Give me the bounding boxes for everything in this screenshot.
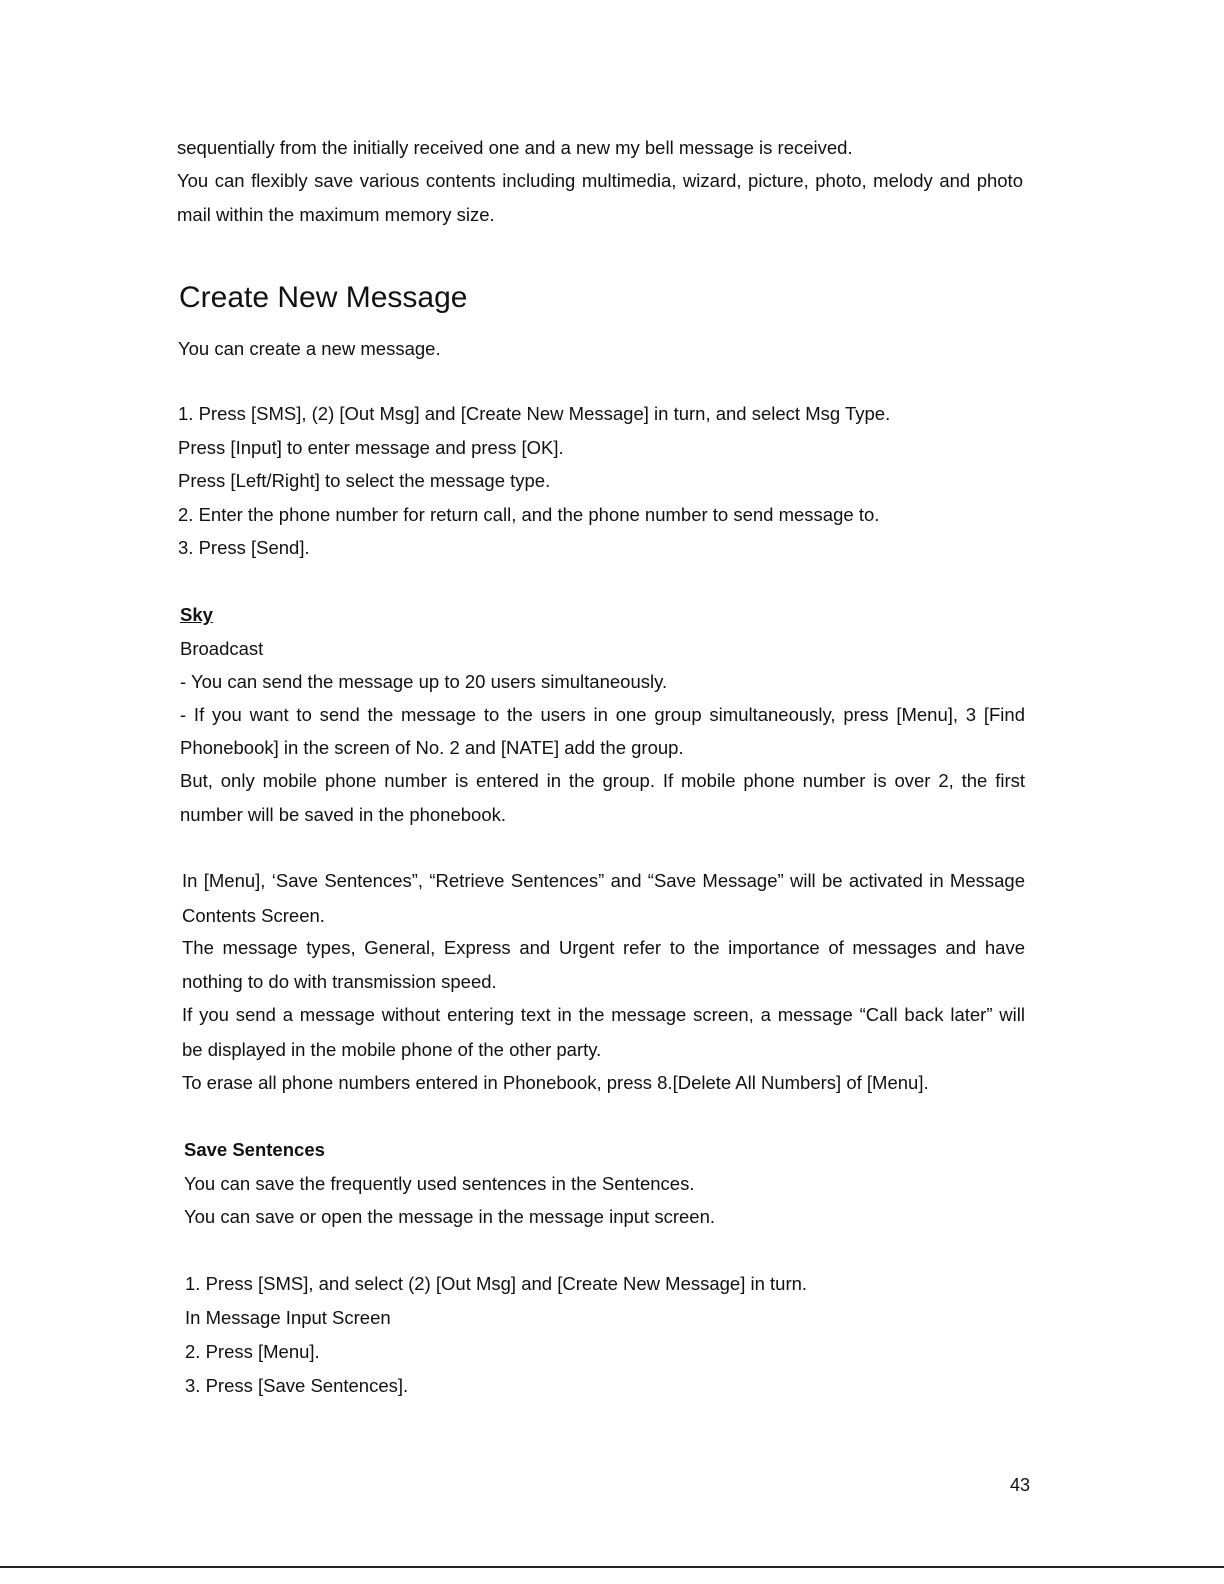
step-line: 2. Enter the phone number for return call, and the phone number to send message to. — [178, 504, 880, 525]
intro-line-3: mail within the maximum memory size. — [177, 204, 495, 225]
notes-line: The message types, General, Express and Urgent refer to the importance of messages and have — [182, 937, 1025, 958]
save-sentences-step: 3. Press [Save Sentences]. — [185, 1375, 409, 1396]
page-number: 43 — [1010, 1475, 1031, 1495]
notes-line: nothing to do with transmission speed. — [182, 971, 497, 992]
notes-line: be displayed in the mobile phone of the other party. — [182, 1039, 602, 1060]
sky-line: Phonebook] in the screen of No. 2 and [NATE] add the group. — [180, 737, 684, 758]
step-line: 1. Press [SMS], (2) [Out Msg] and [Create New Message] in turn, and select Msg Type. — [178, 403, 891, 424]
step-line: 3. Press [Send]. — [178, 537, 310, 558]
notes-line: To erase all phone numbers entered in Phonebook, press 8.[Delete All Numbers] of [Menu]. — [182, 1072, 929, 1093]
sky-line: - You can send the message up to 20 users simultaneously. — [180, 671, 668, 692]
sky-line: - If you want to send the message to the users in one group simultaneously, press [Menu], 3 [Find — [180, 704, 1025, 725]
notes-line: In [Menu], ‘Save Sentences”, “Retrieve Sentences” and “Save Message” will be activated in Message — [182, 870, 1025, 891]
intro-line-2: You can flexibly save various contents including multimedia, wizard, picture, photo, melody and photo — [177, 170, 1023, 191]
save-sentences-line: You can save the frequently used sentences in the Sentences. — [184, 1173, 695, 1194]
intro-line-1: sequentially from the initially received one and a new my bell message is received. — [177, 137, 853, 158]
save-sentences-line: You can save or open the message in the message input screen. — [184, 1206, 716, 1227]
section-heading: Create New Message — [179, 281, 468, 314]
section-description: You can create a new message. — [178, 338, 441, 359]
step-line: Press [Input] to enter message and press [OK]. — [178, 437, 564, 458]
save-sentences-step: 1. Press [SMS], and select (2) [Out Msg] and [Create New Message] in turn. — [185, 1273, 808, 1294]
page-bottom-edge — [0, 1566, 1224, 1568]
sky-subheading: Sky — [180, 604, 213, 625]
notes-line: If you send a message without entering text in the message screen, a message “Call back later” will — [182, 1004, 1025, 1025]
sky-line: But, only mobile phone number is entered in the group. If mobile phone number is over 2, the first — [180, 770, 1025, 791]
save-sentences-subheading: Save Sentences — [184, 1139, 325, 1160]
sky-line: Broadcast — [180, 638, 264, 659]
notes-line: Contents Screen. — [182, 905, 325, 926]
save-sentences-step: In Message Input Screen — [185, 1307, 391, 1328]
sky-line: number will be saved in the phonebook. — [180, 804, 507, 825]
step-line: Press [Left/Right] to select the message type. — [178, 470, 551, 491]
save-sentences-step: 2. Press [Menu]. — [185, 1341, 320, 1362]
